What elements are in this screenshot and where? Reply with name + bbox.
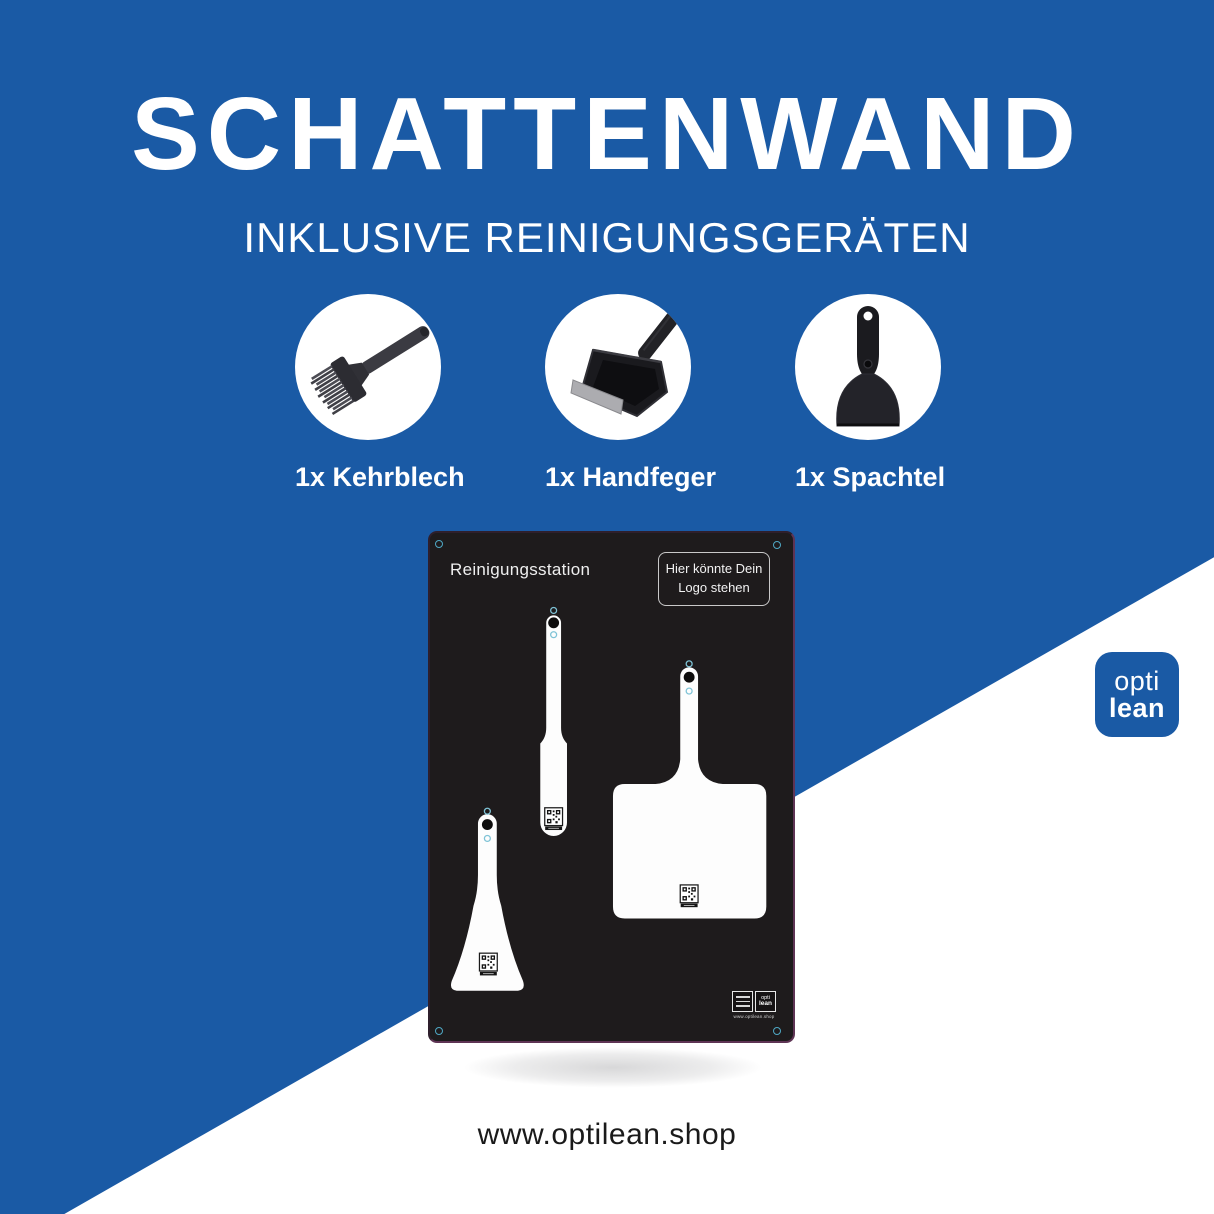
badge-lean: lean [1108, 692, 1166, 723]
product-handfeger [545, 294, 717, 493]
product-label: 1x Handfeger [545, 462, 717, 492]
product-row [11, 294, 1214, 493]
badge-opti: opti [1114, 666, 1160, 697]
board-footer-label [731, 991, 777, 1019]
logo-placeholder-line2: Logo stehen [678, 579, 750, 595]
dustpan-photo [545, 294, 691, 440]
hand-brush-icon [295, 294, 441, 440]
brush-silhouette [540, 615, 567, 836]
optilean-brand-badge [1095, 652, 1179, 737]
website-url: www.optilean.shop [477, 1118, 737, 1151]
page-subtitle: INKLUSIVE REINIGUNGSGERÄTEN [243, 214, 971, 261]
hand-brush-photo [295, 294, 441, 440]
product-label: 1x Kehrblech [295, 462, 465, 492]
dustpan-icon [545, 294, 691, 440]
tool-silhouettes [430, 533, 793, 1041]
product-spachtel [795, 294, 946, 493]
dustpan-silhouette [613, 667, 766, 918]
product-label: 1x Spachtel [795, 462, 946, 492]
logo-placeholder-line1: Hier könnte Dein [665, 561, 763, 576]
qr-code-icon [680, 885, 698, 907]
scraper-photo [795, 294, 941, 440]
qr-code-icon [479, 953, 497, 975]
qr-code-icon [545, 808, 563, 830]
board-title: Reinigungsstation [450, 560, 591, 579]
page-title: SCHATTENWAND [131, 76, 1083, 191]
shadow-board [428, 531, 795, 1043]
scraper-icon [795, 294, 941, 440]
board-drop-shadow [406, 1044, 820, 1100]
reorder-info-box [732, 991, 753, 1012]
board-optilean-logo: opti lean [755, 991, 776, 1012]
product-kehrblech [295, 294, 465, 493]
board-footer-url: www.optilean.shop [733, 1014, 775, 1019]
